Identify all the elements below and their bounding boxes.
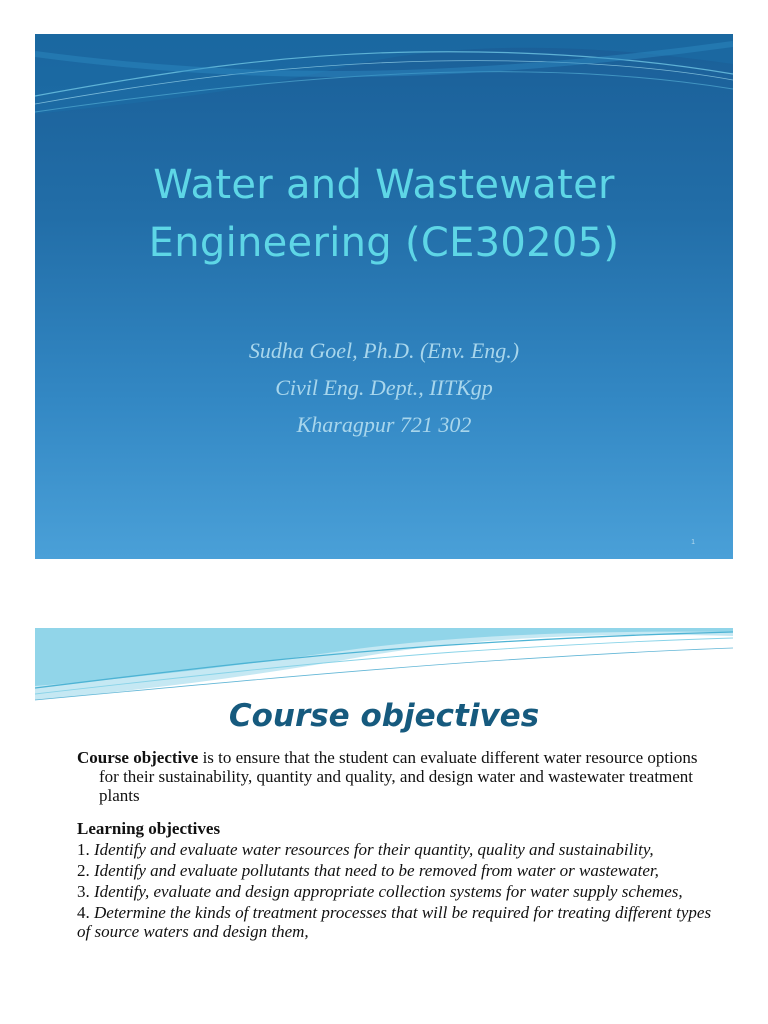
course-objectives-slide [35,628,733,1024]
learning-objective-item [77,903,717,941]
author-department: Civil Eng. Dept., IITKgp [275,375,493,400]
author-name: Sudha Goel, Ph.D. (Env. Eng.) [248,338,520,363]
learning-objective-item [77,882,717,901]
course-objective-paragraph [77,748,717,805]
learning-objective-number: 1. [77,840,94,859]
title-line-2: Engineering (CE30205) [148,220,620,266]
learning-objective-number: 3. [77,882,94,901]
slide-body [77,748,717,943]
author-block [35,332,733,443]
learning-objective-text: Identify and evaluate water resources for their quantity, quality and sustainability, [94,840,654,859]
learning-objective-number: 2. [77,861,94,880]
learning-objective-item [77,861,717,880]
slide-heading: Course objectives [228,698,540,734]
learning-objective-number: 4. [77,903,94,922]
learning-objective-text: Determine the kinds of treatment processes that will be required for treating different types of source waters and design them, [77,903,712,941]
course-objective-label: Course objective [77,748,199,767]
learning-objective-text: Identify, evaluate and design appropriate collection systems for water supply schemes, [94,882,683,901]
slide-title [35,156,733,272]
title-slide [35,34,733,559]
learning-objectives-title: Learning objectives [77,819,221,838]
course-objective-text: is to ensure that the student can evaluate different water resource options for their sustainability, quantity and quality, and design water and wastewater treatment plants [99,748,698,805]
learning-objective-text: Identify and evaluate pollutants that need to be removed from water or wastewater, [94,861,659,880]
learning-objective-item [77,840,717,859]
slide-page-number: 1 [691,539,695,546]
title-line-1: Water and Wastewater [153,162,615,208]
decorative-wave-banner [35,34,733,144]
author-address: Kharagpur 721 302 [296,412,472,437]
